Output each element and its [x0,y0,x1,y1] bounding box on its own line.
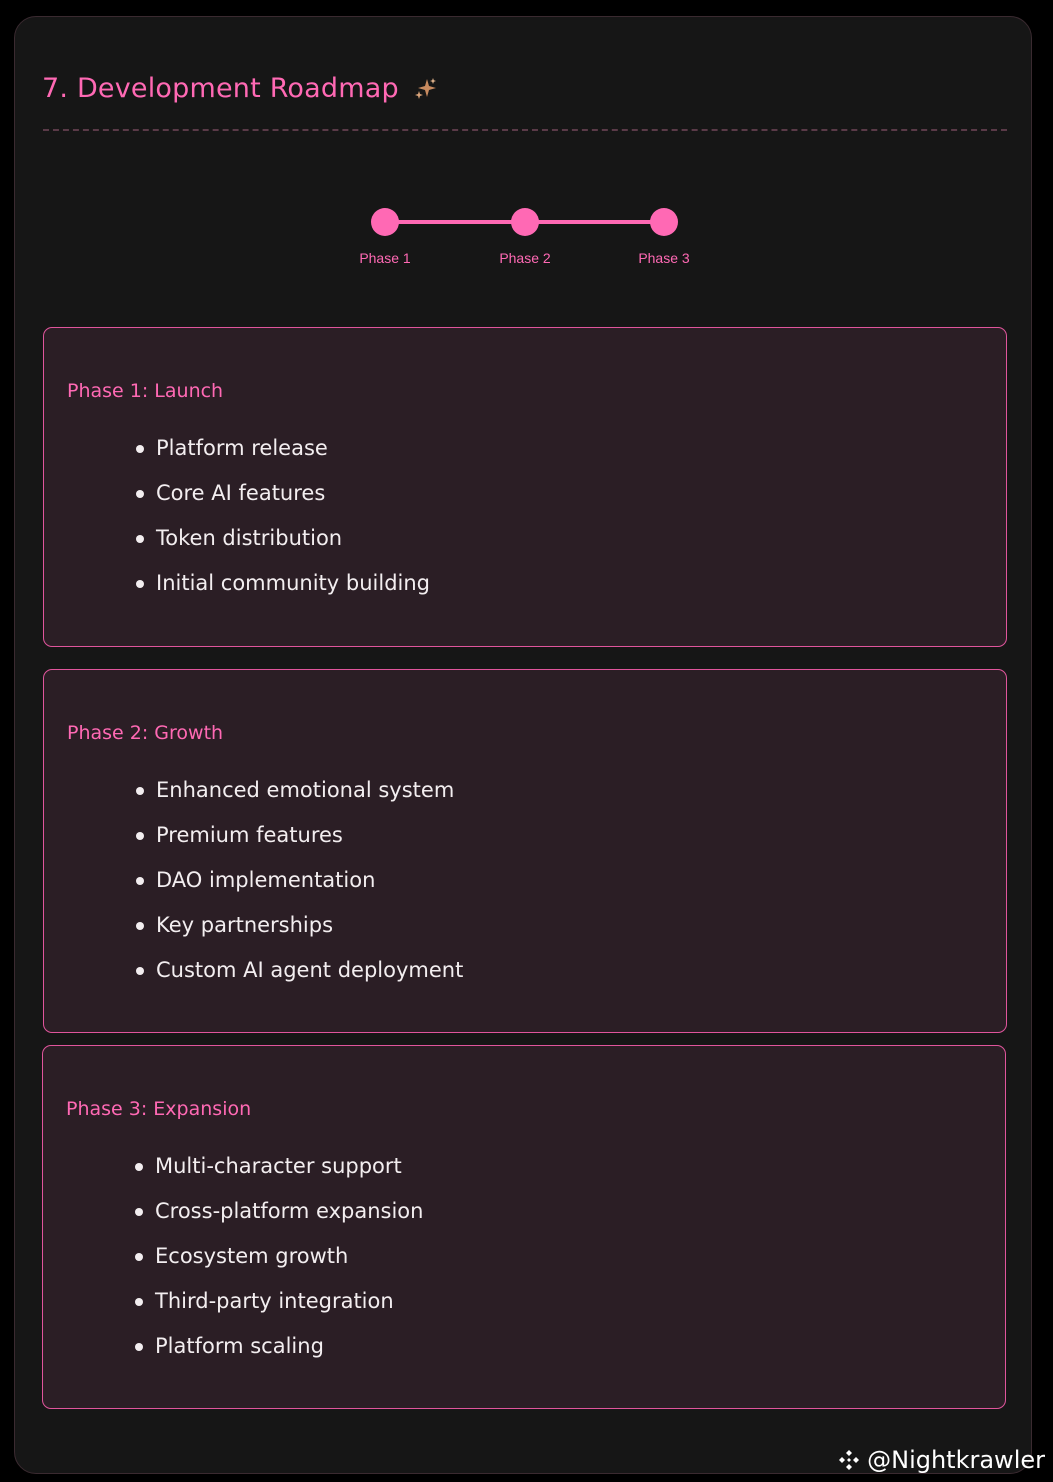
list-item-text: Ecosystem growth [155,1244,349,1268]
bullet-icon [136,787,144,795]
bullet-icon [136,832,144,840]
binance-square-icon [837,1448,861,1472]
bullet-icon [136,490,144,498]
bullet-icon [135,1343,143,1351]
list-item [135,1331,423,1376]
list-item-text: Third-party integration [155,1289,394,1313]
timeline-dot-phase-3[interactable] [650,208,678,236]
phase-title: Phase 1: Launch [67,380,224,402]
phase-timeline [15,207,1033,287]
list-item-text: Multi-character support [155,1154,402,1178]
list-item-text: Initial community building [156,571,430,595]
section-title-text: 7. Development Roadmap [42,73,399,104]
list-item [136,775,463,820]
list-item [136,523,430,568]
bullet-icon [135,1163,143,1171]
phase-feature-list [136,433,430,613]
list-item [136,910,463,955]
title-divider [43,129,1007,131]
phase-card-launch [43,327,1007,647]
list-item [135,1241,423,1286]
list-item [136,955,463,1000]
timeline-label-phase-1: Phase 1 [359,250,411,266]
author-watermark [837,1446,1045,1474]
list-item [136,568,430,613]
list-item-text: Premium features [156,823,343,847]
section-title [42,73,439,104]
phase-card-growth [43,669,1007,1033]
phase-card-expansion [42,1045,1006,1409]
list-item [135,1151,423,1196]
phase-feature-list [136,775,463,1000]
list-item-text: Platform scaling [155,1334,324,1358]
timeline-label-phase-3: Phase 3 [638,250,690,266]
bullet-icon [136,877,144,885]
bullet-icon [136,535,144,543]
list-item-text: Custom AI agent deployment [156,958,464,982]
list-item-text: Core AI features [156,481,326,505]
bullet-icon [135,1298,143,1306]
bullet-icon [136,445,144,453]
list-item [136,478,430,523]
list-item [135,1196,423,1241]
roadmap-card [14,16,1032,1474]
bullet-icon [135,1253,143,1261]
list-item [136,433,430,478]
phase-title: Phase 2: Growth [67,722,224,744]
phase-title: Phase 3: Expansion [66,1098,252,1120]
list-item-text: Cross-platform expansion [155,1199,424,1223]
timeline-label-phase-2: Phase 2 [499,250,551,266]
phase-feature-list [135,1151,423,1376]
list-item-text: Key partnerships [156,913,334,937]
list-item-text: Token distribution [156,526,343,550]
timeline-dot-phase-1[interactable] [371,208,399,236]
bullet-icon [136,967,144,975]
sparkle-icon [413,76,439,102]
list-item [136,865,463,910]
bullet-icon [135,1208,143,1216]
bullet-icon [136,580,144,588]
timeline-dot-phase-2[interactable] [511,208,539,236]
list-item-text: DAO implementation [156,868,376,892]
list-item-text: Platform release [156,436,328,460]
list-item [136,820,463,865]
list-item [135,1286,423,1331]
list-item-text: Enhanced emotional system [156,778,455,802]
bullet-icon [136,922,144,930]
watermark-handle: @Nightkrawler [867,1446,1045,1474]
